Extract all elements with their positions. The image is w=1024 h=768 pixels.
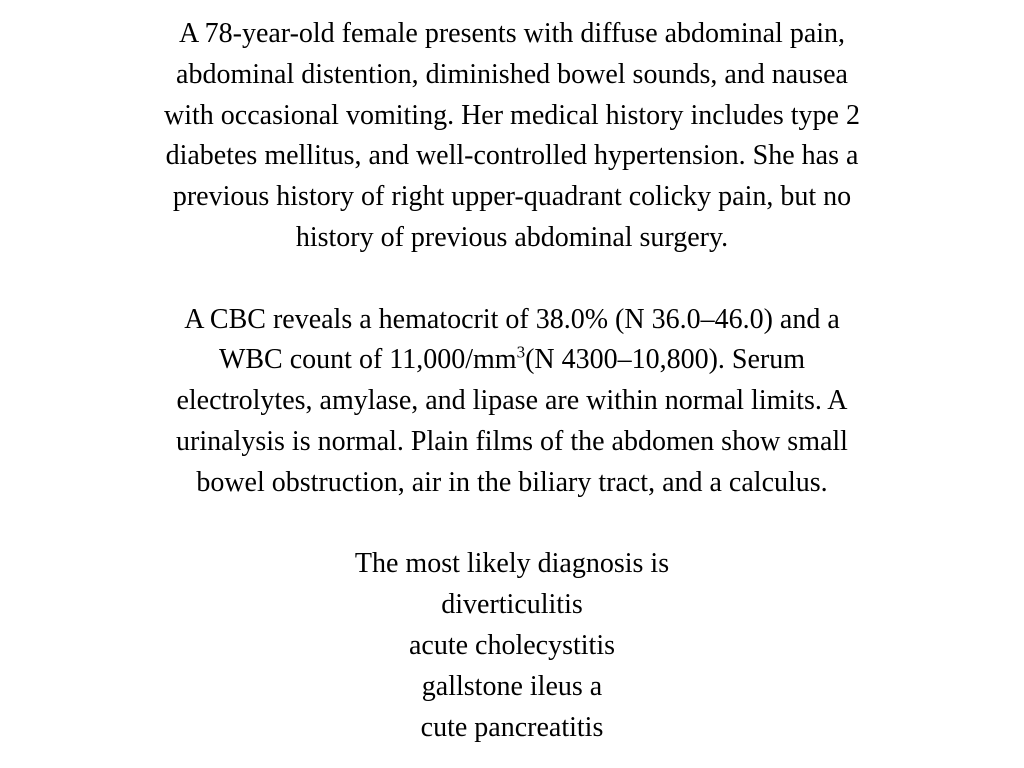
answer-option-3: gallstone ileus a: [421, 670, 603, 702]
lab-findings-line: WBC count of 11,000/mm: [218, 344, 517, 376]
question-block: [70, 544, 954, 748]
case-history-line: previous history of right upper-quadrant colicky pain, but no: [172, 181, 852, 213]
answer-option-2: acute cholecystitis: [408, 629, 616, 661]
case-history-line: abdominal distention, diminished bowel sounds, and nausea: [176, 58, 848, 90]
lab-findings-line: electrolytes, amylase, and lipase are within normal limits. A: [176, 385, 848, 417]
superscript-three: 3: [516, 343, 526, 363]
case-history-paragraph: [70, 14, 954, 259]
question-prompt: The most likely diagnosis is: [354, 548, 670, 580]
paragraph-spacer: [70, 259, 954, 300]
answer-option-4: cute pancreatitis: [420, 711, 604, 743]
lab-findings-line: urinalysis is normal. Plain films of the abdomen show small: [176, 425, 848, 457]
case-history-line: diabetes mellitus, and well-controlled hypertension. She has a: [165, 140, 859, 172]
lab-findings-line: (N 4300–10,800). Serum: [525, 344, 806, 376]
answer-option-1: diverticulitis: [441, 589, 583, 621]
lab-findings-line: bowel obstruction, air in the biliary tract, and a calculus.: [196, 466, 828, 498]
case-history-line: history of previous abdominal surgery.: [295, 221, 729, 253]
case-history-line: A 78-year-old female presents with diffuse abdominal pain,: [178, 18, 846, 49]
paragraph-spacer: [70, 504, 954, 545]
lab-findings-paragraph: [70, 300, 954, 504]
lab-findings-line: A CBC reveals a hematocrit of 38.0% (N 36.0–46.0) and a: [184, 303, 840, 335]
case-history-line: with occasional vomiting. Her medical history includes type 2: [164, 99, 860, 131]
